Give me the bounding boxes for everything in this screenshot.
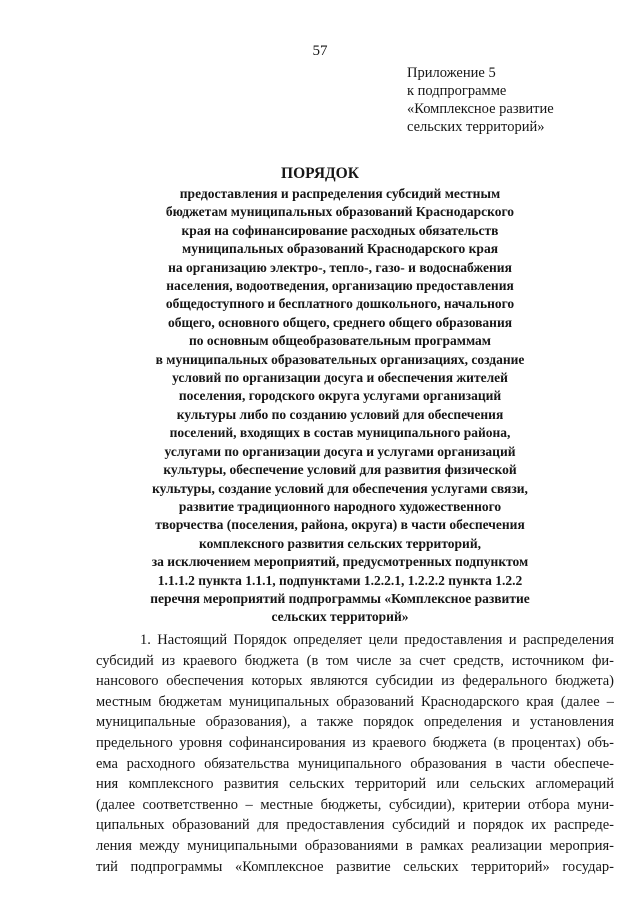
document-subtitle xyxy=(100,185,580,627)
subtitle-line: культуры либо по созданию условий для обеспечения xyxy=(176,406,504,422)
body-line: (далее соответственно – местные бюджеты, субсидии), критерии отбора муни- xyxy=(96,796,614,813)
subtitle-line: на организацию электро-, тепло-, газо- и водоснабжения xyxy=(168,259,512,275)
body-line: ема расходного обязательства муниципального образования в части обеспече- xyxy=(96,755,614,772)
appendix-header xyxy=(407,64,627,136)
subtitle-line: 1.1.1.2 пункта 1.1.1, подпунктами 1.2.2.1, 1.2.2.2 пункта 1.2.2 xyxy=(157,572,523,588)
subtitle-line: бюджетам муниципальных образований Краснодарского xyxy=(165,204,515,220)
body-line: 1. Настоящий Порядок определяет цели предоставления и распределения xyxy=(140,632,614,648)
subtitle-line: сельских территорий» xyxy=(271,609,409,625)
subtitle-line: услугами по организации досуга и услугами организаций xyxy=(164,443,516,459)
appendix-line: «Комплексное развитие xyxy=(407,101,554,117)
body-paragraph xyxy=(96,630,614,877)
appendix-line: сельских территорий» xyxy=(407,119,545,135)
subtitle-line: развитие традиционного народного художественного xyxy=(178,498,502,514)
body-line: предельного уровня софинансирования из краевого бюджета (в процентах) объ- xyxy=(96,734,614,751)
body-line: субсидий из краевого бюджета (в том числе за счет средств, источником фи- xyxy=(96,652,614,669)
subtitle-line: населения, водоотведения, организацию предоставления xyxy=(166,278,514,294)
subtitle-line: за исключением мероприятий, предусмотренных подпунктом xyxy=(151,554,529,570)
document-title: ПОРЯДОК xyxy=(281,165,359,182)
body-line: муниципальные образования), а также порядок определения и установления xyxy=(96,714,614,731)
subtitle-line: культуры, создание условий для обеспечения услугами связи, xyxy=(152,480,528,496)
body-line: тий подпрограммы «Комплексное развитие сельских территорий» государ- xyxy=(96,858,614,875)
body-line: ления между муниципальными образованиями в рамках реализации мероприя- xyxy=(96,837,614,854)
appendix-line: Приложение 5 xyxy=(407,65,496,81)
subtitle-line: общедоступного и бесплатного дошкольного, начального xyxy=(165,296,515,312)
subtitle-line: общего, основного общего, среднего общего образования xyxy=(167,314,513,330)
body-line: местным бюджетам муниципальных образований Краснодарского края (далее – xyxy=(96,693,614,710)
subtitle-line: в муниципальных образовательных организациях, создание xyxy=(155,351,525,367)
subtitle-line: творчества (поселения, района, округа) в части обеспечения xyxy=(155,517,525,533)
body-line: ципальных образований для предоставления субсидий и порядок их распреде- xyxy=(96,817,614,834)
subtitle-line: по основным общеобразовательным программам xyxy=(188,333,491,349)
subtitle-line: поселения, городского округа услугами организаций xyxy=(178,388,502,404)
subtitle-line: перечня мероприятий подпрограммы «Комплексное развитие xyxy=(150,590,530,606)
body-line: ния комплексного развития сельских территорий или сельских агломераций xyxy=(96,776,614,793)
subtitle-line: поселений, входящих в состав муниципального района, xyxy=(169,425,511,441)
subtitle-line: комплексного развития сельских территорий, xyxy=(199,535,481,551)
subtitle-line: культуры, обеспечение условий для развития физической xyxy=(163,462,517,478)
body-line: нансового обеспечения которых являются субсидии из федерального бюджета) xyxy=(96,673,614,690)
page-number: 57 xyxy=(312,43,328,59)
appendix-line: к подпрограмме xyxy=(407,83,507,99)
subtitle-line: муниципальных образований Краснодарского края xyxy=(182,241,498,257)
subtitle-line: края на софинансирование расходных обязательств xyxy=(181,222,499,238)
subtitle-line: предоставления и распределения субсидий местным xyxy=(179,186,501,201)
subtitle-line: условий по организации досуга и обеспечения жителей xyxy=(172,370,508,386)
